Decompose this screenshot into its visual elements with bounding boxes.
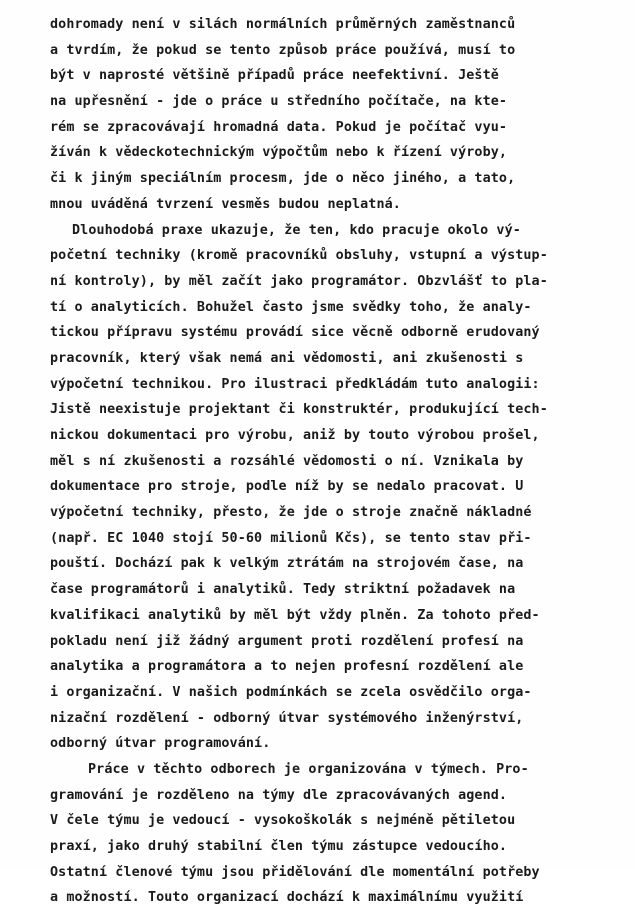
text-line: pracovník, který však nemá ani vědomosti, ani zkušenosti s	[50, 350, 524, 366]
text-line: Ostatní členové týmu jsou přidělování dle momentální potřeby	[50, 864, 540, 880]
text-line: Dlouhodobá praxe ukazuje, že ten, kdo pracuje okolo vý-	[72, 222, 521, 238]
text-line: výpočetní techniky, přesto, že jde o stroje značně nákladné	[50, 505, 532, 521]
text-line: výpočetní technikou. Pro ilustraci předkládám tuto analogii:	[50, 376, 540, 392]
text-line: pokladu není již žádný argument proti rozdělení profesí na	[50, 633, 524, 649]
text-line: a možností. Touto organizací dochází k maximálnímu využití	[50, 890, 524, 906]
text-line: kvalifikaci analytiků by měl být vždy plněn. Za tohoto před-	[50, 607, 540, 623]
text-line: dohromady není v silách normálních průměrných zaměstnanců	[50, 17, 516, 32]
paragraph	[50, 757, 610, 911]
page-text	[50, 12, 610, 911]
text-line: tí o analyticích. Bohužel často jsme svědky toho, že analy-	[50, 299, 532, 315]
text-line: žíván k vědeckotechnickým výpočtům nebo k řízení výroby,	[50, 145, 508, 161]
text-line: na upřesnění - jde o práce u středního počítače, na kte-	[50, 94, 508, 110]
text-line: odborný útvar programování.	[50, 736, 271, 752]
text-line: a tvrdím, že pokud se tento způsob práce používá, musí to	[50, 42, 516, 58]
text-line: nickou dokumentaci pro výrobu, aniž by touto výrobou prošel,	[50, 428, 540, 443]
text-line: tickou přípravu systému provádí sice věcně odborně erudovaný	[50, 325, 540, 341]
text-line: V čele týmu je vedoucí - vysokoškolák s nejméně pětiletou	[50, 813, 516, 829]
text-line: početní techniky (kromě pracovníků obsluhy, vstupní a výstup-	[50, 248, 548, 264]
text-line: mnou uváděná tvrzení vesměs budou neplatná.	[50, 196, 401, 212]
text-line: čase programátorů i analytiků. Tedy striktní požadavek na	[50, 582, 516, 598]
paragraph	[50, 12, 610, 218]
paragraph	[50, 218, 610, 757]
text-line: pouští. Dochází pak k velkým ztrátám na strojovém čase, na	[50, 556, 524, 572]
text-line: i organizační. V našich podmínkách se zcela osvědčilo orga-	[50, 684, 532, 700]
text-line: nizační rozdělení - odborný útvar systémového inženýrství,	[50, 710, 524, 726]
text-line: praxí, jako druhý stabilní člen týmu zástupce vedoucího.	[50, 839, 508, 854]
text-line: Jistě neexistuje projektant či konstruktér, produkující tech-	[50, 402, 548, 418]
text-line: (např. EC 1040 stojí 50-60 milionů Kčs), se tento stav při-	[50, 530, 532, 546]
text-line: Práce v těchto odborech je organizována v týmech. Pro-	[88, 761, 529, 777]
text-line: gramování je rozděleno na týmy dle zpracovávaných agend.	[50, 787, 508, 803]
text-line: analytika a programátora a to nejen profesní rozdělení ale	[50, 659, 524, 675]
text-line: ní kontroly), by měl začít jako programátor. Obzvlášť to pla-	[50, 273, 548, 289]
text-line: či k jiným speciálním procesm, jde o něco jiného, a tato,	[50, 171, 516, 187]
text-line: rém se zpracovávají hromadná data. Pokud je počítač vyu-	[50, 119, 508, 135]
text-line: měl s ní zkušenosti a rozsáhlé vědomosti o ní. Vznikala by	[50, 453, 524, 469]
text-line: dokumentace pro stroje, podle níž by se nedalo pracovat. U	[50, 479, 524, 495]
text-line: být v naprosté většině případů práce neefektivní. Ještě	[50, 68, 499, 84]
